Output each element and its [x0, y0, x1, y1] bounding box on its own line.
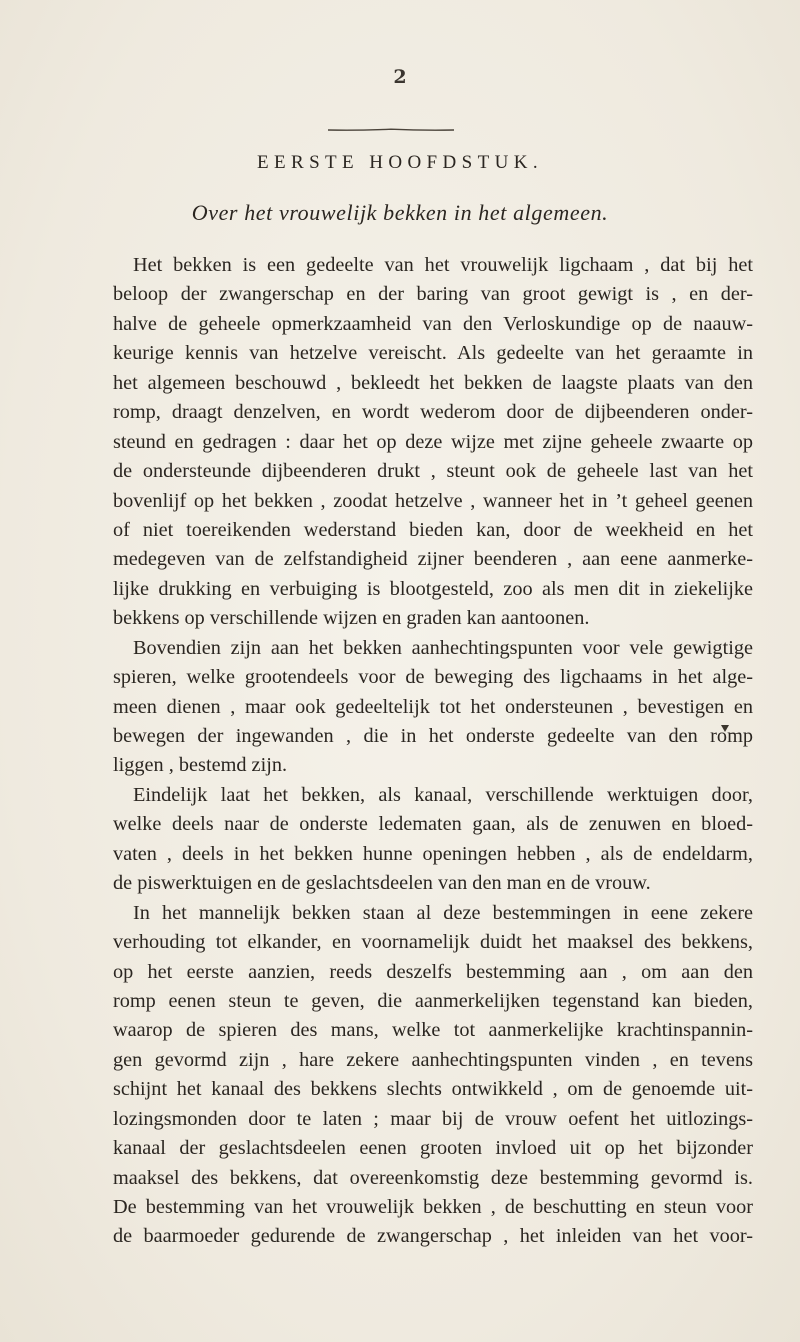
page-number: 2 [393, 66, 407, 88]
text-line: verhouding tot elkander, en voornamelijk duidt het maaksel des bekkens, [113, 931, 753, 954]
text-line: Het bekken is een gedeelte van het vrouwelijk ligchaam , dat bij het [133, 254, 753, 276]
paragraph-4 [113, 899, 753, 1252]
paragraph-2 [113, 634, 753, 781]
body-text [113, 251, 753, 1252]
ink-speck-icon [721, 725, 729, 732]
text-line: kanaal der geslachtsdeelen eenen grooten invloed uit op het bijzonder [113, 1137, 753, 1160]
text-line: liggen , bestemd zijn. [113, 754, 288, 777]
text-line: schijnt het kanaal des bekkens slechts ontwikkeld , om de genoemde uit- [113, 1078, 753, 1101]
text-line: bekkens op verschillende wijzen en graden kan aantoonen. [113, 607, 590, 630]
text-line: welke deels naar de onderste ledematen gaan, als de zenuwen en bloed- [113, 813, 753, 836]
text-line: Eindelijk laat het bekken, als kanaal, verschillende werktuigen door, [133, 783, 753, 806]
text-line: op het eerste aanzien, reeds deszelfs bestemming aan , om aan den [113, 960, 753, 983]
text-line: maaksel des bekkens, dat overeenkomstig deze bestemming gevormd is. [113, 1166, 753, 1189]
text-line: Bovendien zijn aan het bekken aanhechtingspunten voor vele gewigtige [133, 636, 753, 659]
text-line: lozingsmonden door te laten ; maar bij de vrouw oefent het uitlozings- [113, 1107, 753, 1130]
text-line: halve de geheele opmerkzaamheid van den Verloskundige op de naauw- [113, 312, 753, 335]
decorative-rule [328, 128, 454, 130]
text-line: keurige kennis van hetzelve vereischt. Als gedeelte van het geraamte in [113, 342, 753, 365]
text-line: In het mannelijk bekken staan al deze bestemmingen in eene zekere [133, 901, 753, 924]
text-line: beloop der zwangerschap en der baring van groot gewigt is , en der- [113, 283, 753, 306]
text-line: medegeven van de zelfstandigheid zijner beenderen , aan eene aanmerke- [113, 548, 753, 571]
text-line: de ondersteunde dijbeenderen drukt , steunt ook de geheele last van het [113, 460, 753, 483]
chapter-subtitle: Over het vrouwelijk bekken in het algemeen. [191, 200, 609, 225]
text-line: de baarmoeder gedurende de zwangerschap , het inleiden van het voor- [113, 1225, 753, 1248]
text-line: het algemeen beschouwd , bekleedt het bekken de laagste plaats van den [113, 371, 753, 394]
paragraph-3 [113, 781, 753, 899]
text-line: de piswerktuigen en de geslachtsdeelen van den man en de vrouw. [113, 872, 651, 895]
text-line: vaten , deels in het bekken hunne openingen hebben , als de endeldarm, [113, 842, 753, 865]
text-line: romp, draagt denzelven, en wordt wederom door de dijbeenderen onder- [113, 401, 753, 424]
text-line: gen gevormd zijn , hare zekere aanhechtingspunten vinden , en tevens [113, 1048, 753, 1071]
text-line: waarop de spieren des mans, welke tot aanmerkelijke krachtinspannin- [113, 1019, 753, 1042]
text-line: bovenlijf op het bekken , zoodat hetzelve , wanneer het in ’t geheel geenen [113, 489, 753, 512]
text-line: of niet toereikenden wederstand bieden kan, door de weekheid en het [113, 518, 753, 541]
chapter-title: EERSTE HOOFDSTUK. [256, 152, 544, 173]
text-line: bewegen der ingewanden , die in het onderste gedeelte van den romp [113, 725, 753, 747]
text-line: romp eenen steun te geven, die aanmerkelijken tegenstand kan bieden, [113, 989, 753, 1012]
text-line: steund en gedragen : daar het op deze wijze met zijne geheele zwaarte op [113, 430, 753, 453]
text-line: spieren, welke grootendeels voor de beweging des ligchaams in het alge- [113, 666, 753, 689]
paragraph-1 [113, 251, 753, 634]
text-line: lijke drukking en verbuiging is blootgesteld, zoo als men dit in ziekelijke [113, 577, 753, 600]
text-line: meen dienen , maar ook gedeeltelijk tot het ondersteunen , bevestigen en [113, 695, 753, 718]
text-line: De bestemming van het vrouwelijk bekken , de beschutting en steun voor [113, 1196, 753, 1218]
rule-ornament-icon [328, 128, 454, 132]
